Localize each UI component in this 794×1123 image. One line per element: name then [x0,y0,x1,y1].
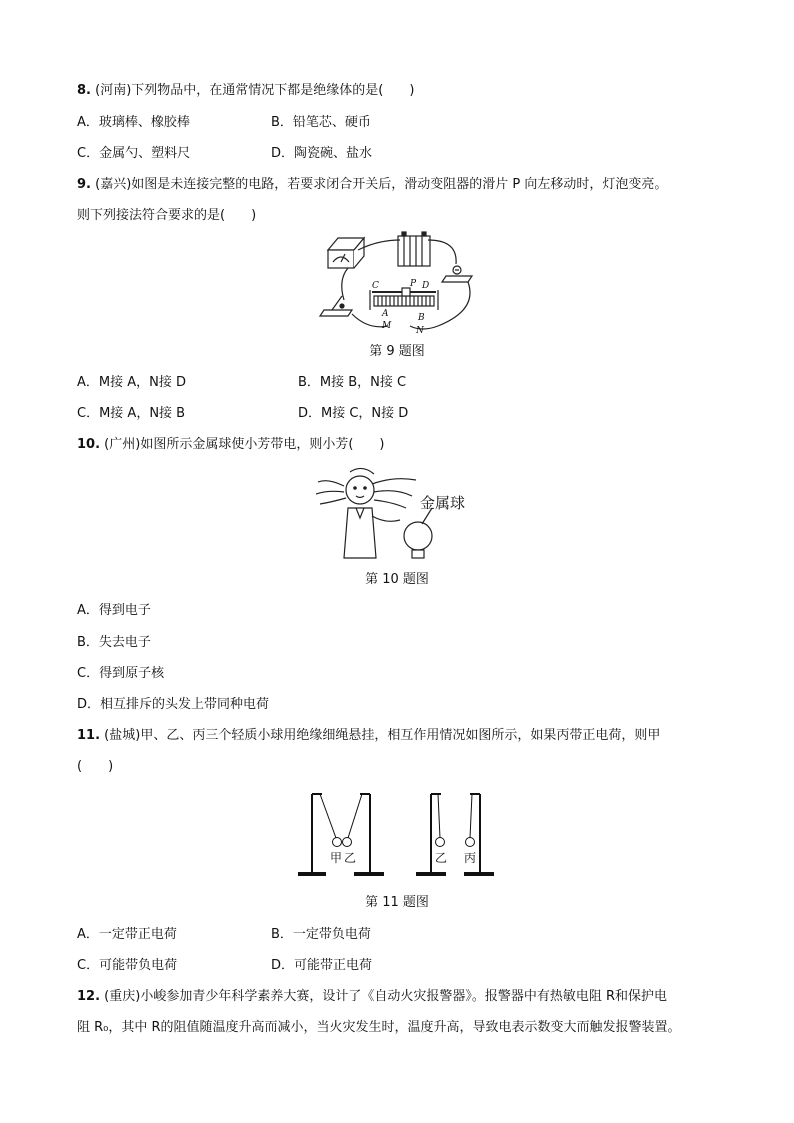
label-c: C [372,281,379,291]
q10-stem [77,436,384,454]
battery-icon [398,232,430,266]
q10-stem-text: (广州)如图所示金属球使小芳带电，则小芳( ) [104,437,385,452]
q10-option-b: B．失去电子 [77,635,151,650]
q11-option-d: D．可能带正电荷 [271,958,373,973]
q9-stem-line1 [77,176,667,194]
q10-caption: 第 10 题图 [365,572,429,587]
label-bing: 丙 [464,851,477,865]
q11-caption: 第 11 题图 [365,895,429,910]
label-d: D [422,281,430,291]
bulb-icon [442,266,472,282]
q9-option-d: D．M接 C，N接 D [298,406,409,421]
girl-figure [316,464,478,560]
q11-option-b: B．一定带负电荷 [271,927,371,942]
label-jia-1: 甲 [330,851,343,865]
q9-option-c: C．M接 A，N接 B [77,406,186,421]
q8-option-a: A．玻璃棒、橡胶棒 [77,115,190,130]
q10-number: 10. [77,437,101,452]
label-m: M [382,321,392,331]
q8-number: 8. [77,83,91,98]
label-p: P [410,279,417,289]
ammeter-icon [328,238,364,268]
q12-stem-line2: 阻 R₀，其中 R的阻值随温度升高而减小，当火灾发生时，温度升高，导致电表示数变大而触发报警装置。 [77,1020,681,1035]
q11-stem-text-1: (盐城)甲、乙、丙三个轻质小球用绝缘细绳悬挂，相互作用情况如图所示，如果丙带正电荷，则甲 [104,728,661,743]
q11-stem-line1 [77,727,660,745]
q11-number: 11. [77,728,101,743]
charged-balls-figure [296,790,498,880]
circuit-figure [318,230,478,338]
metal-ball-label: 金属球 [420,494,466,512]
q8-option-d: D．陶瓷碗、盐水 [271,146,373,161]
q9-caption: 第 9 题图 [369,344,425,359]
label-b: B [418,313,425,323]
label-yi-2: 乙 [435,851,448,865]
rheostat-icon [370,288,438,310]
q11-option-a: A．一定带正电荷 [77,927,177,942]
q9-stem-line2: 则下列接法符合要求的是( ) [77,208,257,223]
q9-stem-text-1: (嘉兴)如图是未连接完整的电路，若要求闭合开关后，滑动变阻器的滑片 P 向左移动时，灯泡变亮。 [95,177,668,192]
switch-icon [320,296,352,316]
q9-number: 9. [77,177,91,192]
q11-stem-line2: ( ) [77,759,114,774]
q12-stem-line1 [77,988,667,1006]
q8-stem-text: (河南)下列物品中，在通常情况下都是绝缘体的是( ) [95,83,415,98]
q10-option-d: D．相互排斥的头发上带同种电荷 [77,697,270,712]
q9-option-a: A．M接 A，N接 D [77,375,187,390]
q9-option-b: B．M接 B，N接 C [298,375,407,390]
q12-number: 12. [77,989,101,1004]
q8-option-c: C．金属勺、塑料尺 [77,146,191,161]
q8-stem [77,82,414,100]
q8-option-b: B．铅笔芯、硬币 [271,115,371,130]
label-a: A [382,309,389,319]
q10-option-c: C．得到原子核 [77,666,165,681]
q11-option-c: C．可能带负电荷 [77,958,178,973]
label-yi-1: 乙 [344,851,357,865]
q10-option-a: A．得到电子 [77,603,151,618]
label-n: N [416,326,424,336]
q12-stem-text-1: (重庆)小峻参加青少年科学素养大赛，设计了《自动火灾报警器》。报警器中有热敏电阻 R和保护电 [104,989,667,1004]
